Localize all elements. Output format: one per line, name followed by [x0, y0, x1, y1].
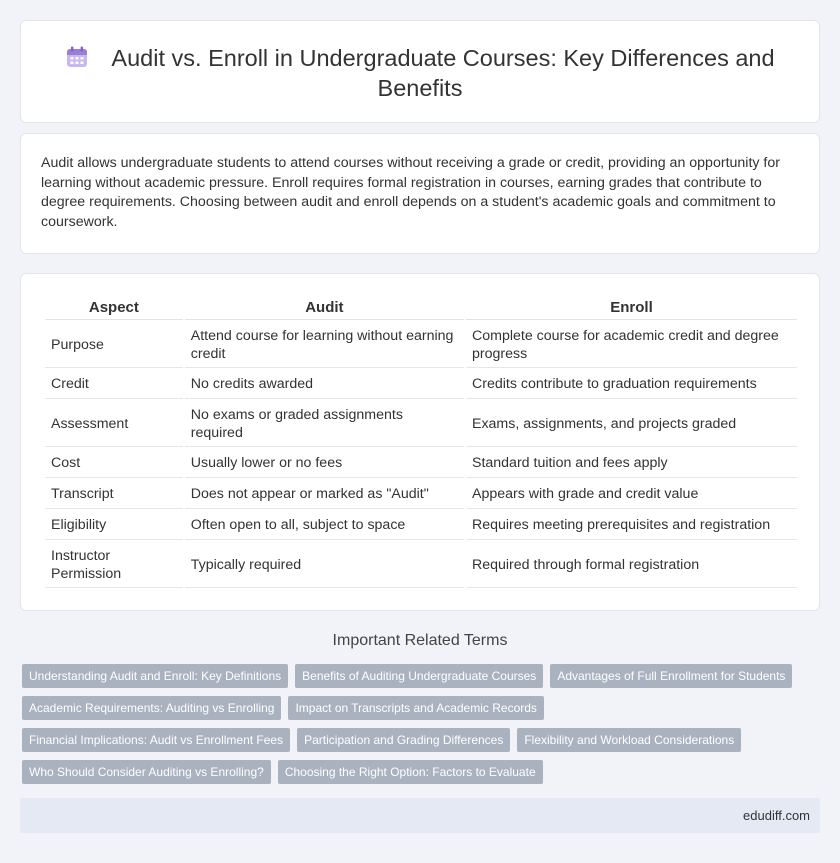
table-cell-enroll: Requires meeting prerequisites and registration — [466, 511, 797, 540]
table-row — [45, 370, 797, 399]
related-tag[interactable]: Benefits of Auditing Undergraduate Courses — [295, 664, 543, 688]
header-aspect: Aspect — [45, 296, 183, 320]
table-cell-enroll: Appears with grade and credit value — [466, 480, 797, 509]
related-tag[interactable]: Advantages of Full Enrollment for Students — [550, 664, 792, 688]
table-cell-aspect: Cost — [45, 449, 183, 478]
table-row — [45, 480, 797, 509]
intro-card — [20, 133, 820, 254]
related-tag[interactable]: Flexibility and Workload Considerations — [517, 728, 741, 752]
table-cell-aspect: Assessment — [45, 401, 183, 447]
table-cell-enroll: Exams, assignments, and projects graded — [466, 401, 797, 447]
related-tag[interactable]: Financial Implications: Audit vs Enrollment Fees — [22, 728, 290, 752]
table-row — [45, 542, 797, 588]
page-title-wrap — [61, 43, 779, 103]
related-tag[interactable]: Choosing the Right Option: Factors to Evaluate — [278, 760, 543, 784]
table-cell-audit: No exams or graded assignments required — [185, 401, 464, 447]
table-row — [45, 401, 797, 447]
table-cell-audit: Usually lower or no fees — [185, 449, 464, 478]
comparison-table — [43, 294, 799, 590]
page-title: Audit vs. Enroll in Undergraduate Courses: Key Differences and Benefits — [111, 45, 775, 101]
table-row — [45, 511, 797, 540]
table-cell-aspect: Eligibility — [45, 511, 183, 540]
related-terms-title: Important Related Terms — [332, 632, 508, 649]
related-tag[interactable]: Impact on Transcripts and Academic Records — [288, 696, 543, 720]
title-card — [20, 20, 820, 123]
related-tag[interactable]: Understanding Audit and Enroll: Key Definitions — [22, 664, 288, 688]
related-tag[interactable]: Participation and Grading Differences — [297, 728, 510, 752]
related-tag[interactable]: Academic Requirements: Auditing vs Enrolling — [22, 696, 281, 720]
intro-text: Audit allows undergraduate students to attend courses without receiving a grade or credit, providing an opportunity for learning without academic pressure. Enroll requires formal registration in courses, earning grades that contribute to degree requirements. Choosing between audit and enroll depends on a student's academic goals and commitment to coursework. — [41, 155, 780, 230]
footer-site[interactable]: edudiff.com — [743, 808, 810, 823]
calendar-icon — [65, 45, 89, 69]
header-enroll: Enroll — [466, 296, 797, 320]
table-row — [45, 449, 797, 478]
table-cell-audit: Does not appear or marked as "Audit" — [185, 480, 464, 509]
table-cell-aspect: Instructor Permission — [45, 542, 183, 588]
table-cell-aspect: Transcript — [45, 480, 183, 509]
table-cell-audit: No credits awarded — [185, 370, 464, 399]
comparison-card — [20, 273, 820, 611]
table-cell-aspect: Purpose — [45, 322, 183, 368]
table-cell-enroll: Credits contribute to graduation requirements — [466, 370, 797, 399]
header-audit: Audit — [185, 296, 464, 320]
table-cell-audit: Typically required — [185, 542, 464, 588]
related-tags — [22, 664, 822, 792]
related-tag[interactable]: Who Should Consider Auditing vs Enrolling? — [22, 760, 271, 784]
table-cell-aspect: Credit — [45, 370, 183, 399]
table-cell-enroll: Required through formal registration — [466, 542, 797, 588]
table-cell-audit: Attend course for learning without earning credit — [185, 322, 464, 368]
table-header-row — [45, 296, 797, 320]
table-row — [45, 322, 797, 368]
table-cell-enroll: Complete course for academic credit and degree progress — [466, 322, 797, 368]
table-cell-enroll: Standard tuition and fees apply — [466, 449, 797, 478]
footer — [20, 798, 820, 833]
table-cell-audit: Often open to all, subject to space — [185, 511, 464, 540]
